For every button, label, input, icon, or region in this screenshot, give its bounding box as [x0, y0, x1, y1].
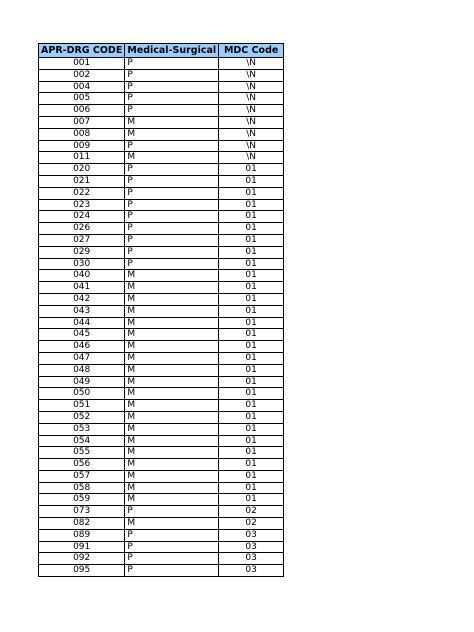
table-row	[39, 376, 284, 388]
cell-mdc-code: \N	[219, 69, 284, 81]
cell-medical-surgical: P	[125, 81, 219, 93]
cell-mdc-code: 02	[219, 518, 284, 530]
cell-medical-surgical: P	[125, 58, 219, 70]
table-row	[39, 553, 284, 565]
table-row	[39, 364, 284, 376]
cell-apr-drg-code: 011	[39, 152, 125, 164]
cell-mdc-code: \N	[219, 128, 284, 140]
table-row	[39, 116, 284, 128]
cell-apr-drg-code: 005	[39, 93, 125, 105]
cell-mdc-code: \N	[219, 105, 284, 117]
cell-medical-surgical: M	[125, 364, 219, 376]
table-row	[39, 541, 284, 553]
cell-apr-drg-code: 007	[39, 116, 125, 128]
table-row	[39, 411, 284, 423]
table-row	[39, 223, 284, 235]
cell-apr-drg-code: 051	[39, 400, 125, 412]
cell-mdc-code: 01	[219, 352, 284, 364]
table-row	[39, 140, 284, 152]
cell-apr-drg-code: 059	[39, 494, 125, 506]
table-row	[39, 93, 284, 105]
table-row	[39, 152, 284, 164]
table-row	[39, 506, 284, 518]
cell-mdc-code: 01	[219, 282, 284, 294]
cell-medical-surgical: M	[125, 447, 219, 459]
cell-apr-drg-code: 023	[39, 199, 125, 211]
cell-apr-drg-code: 054	[39, 435, 125, 447]
cell-medical-surgical: P	[125, 223, 219, 235]
table-row	[39, 435, 284, 447]
cell-medical-surgical: P	[125, 164, 219, 176]
table-row	[39, 329, 284, 341]
header-mdc-code: MDC Code	[219, 44, 284, 58]
table-row	[39, 258, 284, 270]
table-row	[39, 529, 284, 541]
cell-medical-surgical: P	[125, 105, 219, 117]
cell-medical-surgical: M	[125, 470, 219, 482]
cell-apr-drg-code: 056	[39, 459, 125, 471]
cell-medical-surgical: M	[125, 128, 219, 140]
cell-medical-surgical: P	[125, 175, 219, 187]
table-row	[39, 565, 284, 577]
cell-mdc-code: 01	[219, 400, 284, 412]
cell-apr-drg-code: 052	[39, 411, 125, 423]
cell-apr-drg-code: 055	[39, 447, 125, 459]
cell-apr-drg-code: 044	[39, 317, 125, 329]
table-row	[39, 69, 284, 81]
table-row	[39, 423, 284, 435]
cell-medical-surgical: M	[125, 518, 219, 530]
cell-mdc-code: \N	[219, 58, 284, 70]
table-row	[39, 352, 284, 364]
cell-apr-drg-code: 021	[39, 175, 125, 187]
cell-apr-drg-code: 053	[39, 423, 125, 435]
cell-apr-drg-code: 045	[39, 329, 125, 341]
cell-apr-drg-code: 082	[39, 518, 125, 530]
cell-medical-surgical: M	[125, 270, 219, 282]
cell-apr-drg-code: 089	[39, 529, 125, 541]
cell-apr-drg-code: 006	[39, 105, 125, 117]
cell-mdc-code: 01	[219, 364, 284, 376]
cell-medical-surgical: M	[125, 400, 219, 412]
cell-medical-surgical: P	[125, 529, 219, 541]
cell-medical-surgical: M	[125, 482, 219, 494]
cell-mdc-code: 01	[219, 317, 284, 329]
cell-mdc-code: 01	[219, 341, 284, 353]
cell-mdc-code: \N	[219, 116, 284, 128]
cell-mdc-code: 03	[219, 541, 284, 553]
cell-medical-surgical: P	[125, 246, 219, 258]
cell-mdc-code: 01	[219, 447, 284, 459]
cell-apr-drg-code: 043	[39, 305, 125, 317]
cell-medical-surgical: M	[125, 459, 219, 471]
cell-mdc-code: 01	[219, 164, 284, 176]
cell-medical-surgical: M	[125, 388, 219, 400]
table-row	[39, 175, 284, 187]
table-row	[39, 199, 284, 211]
cell-medical-surgical: M	[125, 152, 219, 164]
cell-apr-drg-code: 046	[39, 341, 125, 353]
cell-medical-surgical: P	[125, 93, 219, 105]
table-row	[39, 518, 284, 530]
cell-apr-drg-code: 001	[39, 58, 125, 70]
cell-mdc-code: 01	[219, 459, 284, 471]
cell-mdc-code: 03	[219, 565, 284, 577]
cell-medical-surgical: M	[125, 116, 219, 128]
cell-apr-drg-code: 091	[39, 541, 125, 553]
cell-mdc-code: \N	[219, 140, 284, 152]
cell-mdc-code: 01	[219, 187, 284, 199]
cell-mdc-code: 01	[219, 234, 284, 246]
cell-medical-surgical: P	[125, 199, 219, 211]
cell-apr-drg-code: 041	[39, 282, 125, 294]
cell-mdc-code: 01	[219, 199, 284, 211]
cell-medical-surgical: P	[125, 140, 219, 152]
table-row	[39, 494, 284, 506]
cell-mdc-code: 01	[219, 246, 284, 258]
cell-mdc-code: 01	[219, 329, 284, 341]
table-row	[39, 459, 284, 471]
cell-mdc-code: 01	[219, 293, 284, 305]
cell-medical-surgical: P	[125, 234, 219, 246]
table-row	[39, 341, 284, 353]
cell-medical-surgical: P	[125, 69, 219, 81]
cell-mdc-code: 03	[219, 529, 284, 541]
cell-apr-drg-code: 008	[39, 128, 125, 140]
cell-apr-drg-code: 050	[39, 388, 125, 400]
cell-apr-drg-code: 027	[39, 234, 125, 246]
table-row	[39, 270, 284, 282]
cell-medical-surgical: P	[125, 506, 219, 518]
cell-apr-drg-code: 022	[39, 187, 125, 199]
table-row	[39, 305, 284, 317]
cell-apr-drg-code: 020	[39, 164, 125, 176]
table-row	[39, 388, 284, 400]
cell-medical-surgical: M	[125, 352, 219, 364]
cell-apr-drg-code: 009	[39, 140, 125, 152]
cell-mdc-code: \N	[219, 81, 284, 93]
cell-mdc-code: 01	[219, 470, 284, 482]
cell-medical-surgical: M	[125, 411, 219, 423]
cell-medical-surgical: M	[125, 423, 219, 435]
cell-mdc-code: 01	[219, 494, 284, 506]
cell-apr-drg-code: 040	[39, 270, 125, 282]
cell-medical-surgical: M	[125, 317, 219, 329]
table-row	[39, 447, 284, 459]
cell-apr-drg-code: 047	[39, 352, 125, 364]
cell-mdc-code: 01	[219, 258, 284, 270]
cell-medical-surgical: P	[125, 211, 219, 223]
cell-medical-surgical: M	[125, 376, 219, 388]
cell-medical-surgical: P	[125, 187, 219, 199]
cell-apr-drg-code: 030	[39, 258, 125, 270]
table-row	[39, 58, 284, 70]
table-row	[39, 293, 284, 305]
cell-mdc-code: 01	[219, 305, 284, 317]
cell-apr-drg-code: 026	[39, 223, 125, 235]
table-row	[39, 317, 284, 329]
table-row	[39, 234, 284, 246]
cell-mdc-code: 01	[219, 211, 284, 223]
cell-medical-surgical: M	[125, 494, 219, 506]
table-row	[39, 400, 284, 412]
cell-apr-drg-code: 073	[39, 506, 125, 518]
table-row	[39, 470, 284, 482]
table-row	[39, 211, 284, 223]
cell-apr-drg-code: 095	[39, 565, 125, 577]
cell-apr-drg-code: 058	[39, 482, 125, 494]
data-table	[38, 43, 284, 577]
cell-mdc-code: 01	[219, 223, 284, 235]
cell-apr-drg-code: 024	[39, 211, 125, 223]
cell-mdc-code: 01	[219, 411, 284, 423]
cell-medical-surgical: M	[125, 341, 219, 353]
cell-apr-drg-code: 057	[39, 470, 125, 482]
table-row	[39, 105, 284, 117]
cell-apr-drg-code: 042	[39, 293, 125, 305]
table-row	[39, 282, 284, 294]
cell-medical-surgical: P	[125, 258, 219, 270]
cell-medical-surgical: M	[125, 329, 219, 341]
table-row	[39, 482, 284, 494]
table-body	[39, 58, 284, 577]
table-row	[39, 81, 284, 93]
header-row	[39, 44, 284, 58]
cell-apr-drg-code: 002	[39, 69, 125, 81]
cell-mdc-code: 02	[219, 506, 284, 518]
cell-medical-surgical: M	[125, 282, 219, 294]
table-row	[39, 246, 284, 258]
cell-medical-surgical: M	[125, 435, 219, 447]
cell-apr-drg-code: 049	[39, 376, 125, 388]
cell-medical-surgical: P	[125, 541, 219, 553]
cell-mdc-code: 01	[219, 435, 284, 447]
cell-mdc-code: \N	[219, 152, 284, 164]
cell-mdc-code: \N	[219, 93, 284, 105]
cell-apr-drg-code: 092	[39, 553, 125, 565]
header-medical-surgical: Medical-Surgical	[125, 44, 219, 58]
cell-medical-surgical: M	[125, 293, 219, 305]
header-apr-drg-code: APR-DRG CODE	[39, 44, 125, 58]
cell-mdc-code: 01	[219, 376, 284, 388]
cell-mdc-code: 01	[219, 388, 284, 400]
cell-mdc-code: 01	[219, 175, 284, 187]
cell-apr-drg-code: 048	[39, 364, 125, 376]
cell-apr-drg-code: 004	[39, 81, 125, 93]
cell-medical-surgical: P	[125, 553, 219, 565]
cell-medical-surgical: P	[125, 565, 219, 577]
cell-mdc-code: 01	[219, 423, 284, 435]
table-row	[39, 128, 284, 140]
table-row	[39, 187, 284, 199]
cell-mdc-code: 01	[219, 482, 284, 494]
cell-mdc-code: 01	[219, 270, 284, 282]
cell-mdc-code: 03	[219, 553, 284, 565]
cell-apr-drg-code: 029	[39, 246, 125, 258]
table-row	[39, 164, 284, 176]
cell-medical-surgical: M	[125, 305, 219, 317]
